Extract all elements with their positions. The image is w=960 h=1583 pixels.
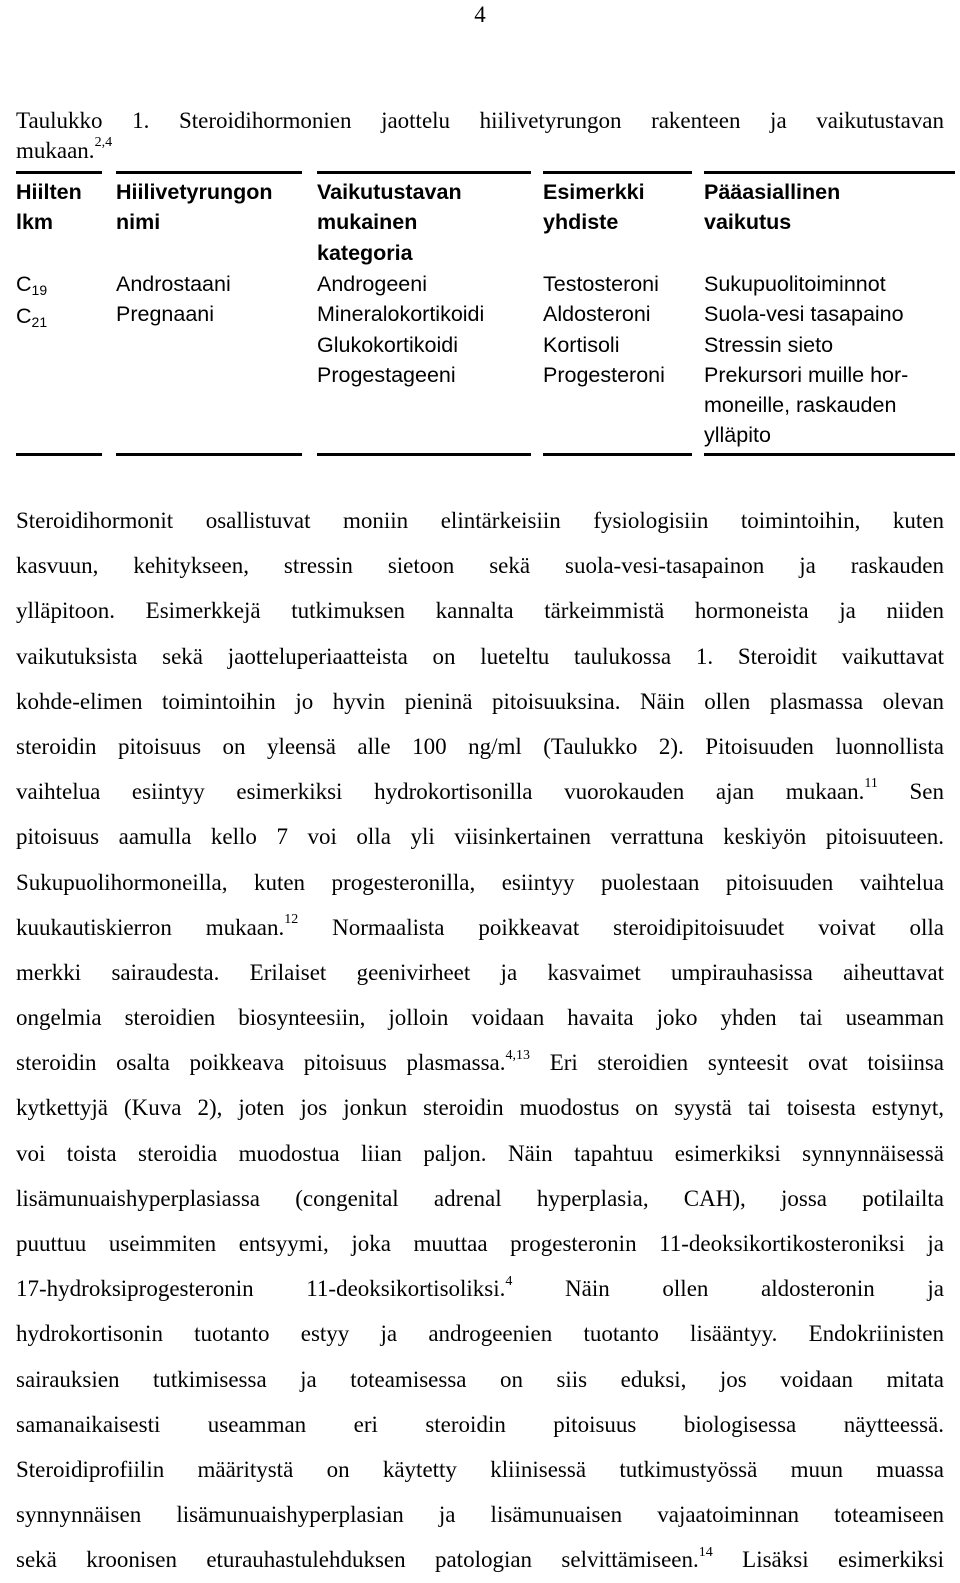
column-header: Hiilten lkm [16, 180, 82, 235]
text-line: kohde-elimen toimintoihin jo hyvin pieninä pitoisuuksina. Näin ollen plasmassa olevan [16, 688, 944, 714]
table-column-main-effect [704, 171, 955, 456]
text-line: ongelmia steroidien biosynteesiin, jolloin voidaan havaita joko yhden tai useamman [16, 1005, 944, 1031]
text-line: 17-hydroksiprogesteronin 11-deoksikortisoliksi.$^4$ Näin ollen aldosteronin ja [16, 1273, 944, 1302]
text-line: vaihtelua esiintyy esimerkiksi hydrokortisonilla vuorokauden ajan mukaan.$^{11}$ Sen [16, 776, 944, 805]
citation-ref: 11 [864, 776, 878, 792]
table-cell: C21 [16, 304, 48, 331]
table-column-carbon-count [16, 171, 102, 456]
text-line: samanaikaisesti useamman eri steroidin pitoisuus biologisessa näytteessä. [16, 1411, 944, 1437]
table-cell: Progestageeni [317, 362, 456, 387]
table-cell: Glukokortikoidi [317, 332, 458, 357]
table-column-example-compound [543, 171, 692, 456]
text-line: vaikutuksista sekä jaotteluperiaatteista on lueteltu taulukossa 1. Steroidit vaikuttavat [16, 643, 944, 669]
citation-ref: 4,13 [505, 1047, 530, 1063]
table-caption [16, 106, 944, 166]
text-line: merkki sairaudesta. Erilaiset geenivirheet ja kasvaimet umpirauhasissa aiheuttavat [16, 959, 944, 985]
text-line: kuukautiskierron mukaan.$^{12}$ Normaalista poikkeavat steroidipitoisuudet voivat olla [16, 912, 944, 940]
column-body [543, 269, 665, 390]
table-rule [704, 171, 955, 174]
table-cell: ylläpito [704, 423, 771, 448]
table-cell: Kortisoli [543, 332, 620, 357]
citation-ref: 4 [505, 1273, 513, 1289]
table-rule [543, 171, 692, 174]
table-cell: Prekursori muille hor- [704, 362, 909, 387]
table-rule [317, 171, 531, 174]
text-line: sairauksien tutkimisessa ja toteamisessa on siis eduksi, jos voidaan mitata [16, 1366, 944, 1392]
table-cell: Progesteroni [543, 362, 665, 387]
column-header: Hiilivetyrungon nimi [116, 180, 273, 235]
steroid-table [16, 171, 955, 456]
text-line: Sukupuolihormoneilla, kuten progesteronilla, esiintyy puolestaan pitoisuuden vaihtelua [16, 869, 944, 895]
text-line: sekä kroonisen eturauhastulehduksen patologian selvittämiseen.$^{14}$ Lisäksi esimerkiksi [16, 1544, 944, 1573]
column-body [704, 269, 908, 451]
page-number: 4 [474, 2, 486, 27]
text-line: steroidin pitoisuus on yleensä alle 100 ng/ml (Taulukko 2). Pitoisuuden luonnollista [16, 733, 944, 759]
caption-line: mukaan.$^{2,4}$ [16, 135, 113, 163]
text-line: lisämunuaishyperplasiassa (congenital adrenal hyperplasia, CAH), jossa potilailta [16, 1185, 944, 1211]
text-line: Steroidihormonit osallistuvat moniin elintärkeisiin fysiologisiin toimintoihin, kuten [16, 508, 944, 533]
text-line: steroidin osalta poikkeava pitoisuus plasmassa.$^{4,13}$ Eri steroidien synteesit ovat toisiinsa [16, 1047, 944, 1076]
text-line: ylläpitoon. Esimerkkejä tutkimuksen kannalta tärkeimmistä hormoneista ja niiden [16, 598, 944, 624]
caption-line: Taulukko 1. Steroidihormonien jaottelu hiilivetyrungon rakenteen ja vaikutustavan [16, 108, 944, 133]
table-cell: Androgeeni [317, 272, 427, 296]
table-cell: Sukupuolitoiminnot [704, 272, 886, 296]
table-rule [16, 453, 102, 456]
column-body [116, 269, 231, 330]
table-cell: Androstaani [116, 272, 231, 296]
table-cell: C19 [16, 272, 48, 298]
table-cell: Suola-vesi tasapaino [704, 302, 904, 327]
column-header: Pääasiallinen vaikutus [704, 180, 841, 235]
table-rule [16, 171, 102, 174]
table-cell: moneille, raskauden [704, 393, 897, 418]
table-cell: Pregnaani [116, 302, 215, 327]
text-line: kasvuun, kehitykseen, stressin sietoon sekä suola-vesi-tasapainon ja raskauden [16, 553, 944, 579]
table-column-skeleton-name [116, 171, 302, 456]
text-line: puuttuu useimmiten entsyymi, joka muuttaa progesteronin 11-deoksikortikosteroniksi ja [16, 1231, 944, 1256]
text-line: synnynnäisen lisämunuaishyperplasian ja lisämunuaisen vajaatoiminnan toteamiseen [16, 1502, 944, 1528]
column-header: Esimerkki yhdiste [543, 180, 645, 235]
column-body [317, 269, 484, 390]
table-cell: Testosteroni [543, 272, 659, 296]
column-header: Vaikutustavan mukainen kategoria [317, 180, 462, 265]
text-line: pitoisuus aamulla kello 7 voi olla yli viisinkertainen verrattuna keskiyön pitoisuuteen. [16, 824, 944, 850]
table-rule [317, 453, 531, 456]
table-cell: Mineralokortikoidi [317, 302, 485, 327]
table-rule [543, 453, 692, 456]
table-cell: Stressin sieto [704, 332, 834, 357]
citation-ref: 14 [698, 1544, 713, 1560]
body-paragraph [16, 498, 944, 1583]
table-column-category [317, 171, 531, 456]
table-cell: Aldosteroni [543, 302, 651, 327]
text-line: voi toista steroidia muodostua liian paljon. Näin tapahtuu esimerkiksi synnynnäisessä [16, 1140, 944, 1166]
citation-ref: 12 [284, 912, 299, 928]
table-rule [116, 171, 302, 174]
column-body [16, 269, 47, 334]
citation-ref: 2,4 [94, 135, 113, 151]
text-line: Steroidiprofiilin määritystä on käytetty kliinisessä tutkimustyössä muun muassa [16, 1456, 944, 1482]
table-rule [116, 453, 302, 456]
text-line: kytkettyjä (Kuva 2), joten jos jonkun steroidin muodostus on syystä tai toisesta estynyt, [16, 1095, 944, 1121]
table-rule [704, 453, 955, 456]
text-line: hydrokortisonin tuotanto estyy ja androgeenien tuotanto lisääntyy. Endokriinisten [16, 1321, 944, 1347]
